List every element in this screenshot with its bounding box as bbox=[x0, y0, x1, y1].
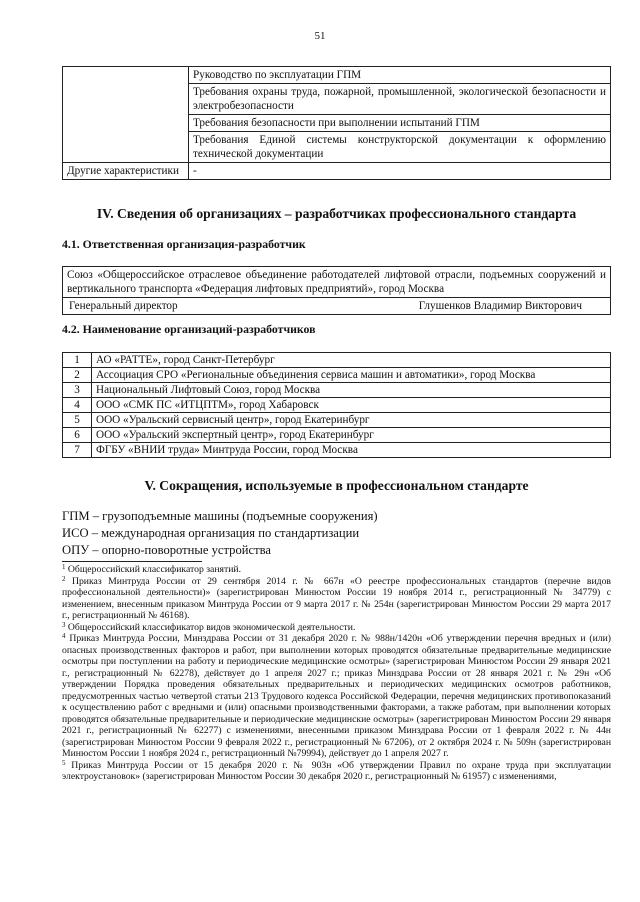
footnote-text: Приказ Минтруда России, Минздрава России от 31 декабря 2020 г. № 988н/1420н «Об утверждении перечня вредных и (или) опасных производственных факторов и работ, при выполнении которых проводятся обязательные предварительные медицинские осмотры при поступлении на работу и периодические медицинские осмотры» (зарегистрирован Минюстом России 29 января 2021 г., регистрационный № 62278), действует до 1 апреля 2027 г.; приказ Минздрава России от 28 января 2021 г. № 29н «Об утверждении Порядка проведения обязательных предварительных и периодических медицинских осмотров работников, предусмотренных частью четвертой статьи 213 Трудового кодекса Российской Федерации, перечня медицинских противопоказаний к осуществлению работ с вредными и (или) опасными производственными факторами, а также работам, при выполнении которых проводятся обязательные предварительные и периодические медицинские осмотры» (зарегистрирован Минюстом России 29 января 2021 г., регистрационный № 62277) с изменениями, внесенными приказом Минздрава России от 1 февраля 2022 г. № 44н (зарегистрирован Минюстом России 9 февраля 2022 г., регистрационный № 67206), от 2 октября 2024 г. № 509н (зарегистрирован Минюстом России 1 ноября 2024 г., регистрационный №79994), действует до 1 апреля 2027 г. bbox=[62, 633, 611, 759]
page-number: 51 bbox=[314, 30, 326, 42]
row-number: 7 bbox=[63, 443, 92, 458]
footnote-text: Приказ Минтруда России от 29 сентября 2014 г. № 667н «О реестре профессиональных стандартов (перечне видов профессиональной деятельности)» (зарегистрирован Минюстом России 19 ноября 2014 г., регистрационный № 34779) с изменением, внесенным приказом Минтруда России от 9 марта 2017 г. № 254н (зарегистрирован Минюстом России 29 марта 2017 г., регистрационный № 46168). bbox=[62, 575, 612, 621]
footnote-mark: 1 bbox=[62, 563, 66, 571]
signatory-position: Генеральный директор bbox=[69, 300, 178, 312]
footnote-text: Общероссийский классификатор видов экономической деятельности. bbox=[67, 621, 356, 633]
footnote-divider bbox=[62, 561, 202, 562]
footnote bbox=[62, 622, 611, 634]
signatory-name: Глушенков Владимир Викторович bbox=[418, 300, 582, 312]
footnote-mark: 2 bbox=[62, 574, 66, 583]
organization-name: ООО «Уральский экспертный центр», город Екатеринбург bbox=[92, 428, 611, 443]
other-characteristics-label: Другие характеристики bbox=[63, 163, 189, 180]
developers-table bbox=[62, 352, 611, 458]
subsection-4-1-heading: 4.1. Ответственная организация-разработчик bbox=[62, 237, 306, 251]
row-number: 1 bbox=[63, 353, 92, 368]
subsection-4-2-heading: 4.2. Наименование организаций-разработчиков bbox=[62, 322, 316, 336]
footnote-mark: 3 bbox=[62, 620, 66, 629]
table-row bbox=[63, 383, 611, 398]
footnote-mark: 4 bbox=[62, 632, 66, 640]
section-4-heading: IV. Сведения об организациях – разработчиках профессионального стандарта bbox=[96, 206, 577, 221]
table-cell: Требования охраны труда, пожарной, промышленной, экологической безопасности и электробезопасности bbox=[189, 84, 611, 115]
abbreviations-list bbox=[62, 508, 378, 559]
responsible-organization-name: Союз «Общероссийское отраслевое объединение работодателей лифтовой отрасли, подъемных сооружений и вертикального транспорта «Федерация лифтовых предприятий», город Москва bbox=[63, 267, 610, 298]
signatory-row bbox=[63, 298, 610, 314]
table-row bbox=[63, 368, 611, 383]
row-number: 3 bbox=[63, 383, 92, 398]
organization-name: ФГБУ «ВНИИ труда» Минтруда России, город Москва bbox=[92, 443, 611, 458]
row-number: 4 bbox=[63, 398, 92, 413]
row-number: 6 bbox=[63, 428, 92, 443]
table-row bbox=[63, 67, 611, 84]
footnotes bbox=[62, 564, 611, 783]
footnote bbox=[62, 564, 611, 576]
table-row bbox=[63, 428, 611, 443]
abbreviation-item: ИСО – международная организация по стандартизации bbox=[62, 526, 360, 540]
footnote-text: Общероссийский классификатор занятий. bbox=[67, 564, 242, 575]
table-row bbox=[63, 163, 611, 180]
other-characteristics-value: - bbox=[189, 163, 611, 180]
table-cell: Требования Единой системы конструкторской документации к оформлению технической документации bbox=[189, 132, 611, 163]
responsible-organization-box bbox=[62, 266, 611, 315]
section-5-heading: V. Сокращения, используемые в профессиональном стандарте bbox=[144, 478, 529, 493]
abbreviation-item: ГПМ – грузоподъемные машины (подъемные сооружения) bbox=[62, 509, 378, 523]
organization-name: ООО «Уральский сервисный центр», город Екатеринбург bbox=[92, 413, 611, 428]
organization-name: АО «РАТТЕ», город Санкт-Петербург bbox=[92, 353, 611, 368]
footnote-text: Приказ Минтруда России от 15 декабря 2020 г. № 903н «Об утверждении Правил по охране труда при эксплуатации электроустановок» (зарегистрирован Минюстом России 30 декабря 2020 г., регистрационный № 61957) с изменениями, bbox=[62, 759, 611, 782]
footnote-mark: 5 bbox=[62, 758, 66, 767]
footnote bbox=[62, 576, 611, 622]
empty-cell bbox=[63, 67, 189, 163]
requirements-table bbox=[62, 66, 611, 180]
row-number: 5 bbox=[63, 413, 92, 428]
footnote bbox=[62, 633, 611, 760]
organization-name: Ассоциация СРО «Региональные объединения сервиса машин и автоматики», город Москва bbox=[92, 368, 611, 383]
footnote bbox=[62, 760, 611, 783]
table-cell: Руководство по эксплуатации ГПМ bbox=[189, 67, 611, 84]
table-row bbox=[63, 353, 611, 368]
abbreviation-item: ОПУ – опорно-поворотные устройства bbox=[62, 543, 271, 557]
table-cell: Требования безопасности при выполнении испытаний ГПМ bbox=[189, 115, 611, 132]
table-row bbox=[63, 413, 611, 428]
organization-name: ООО «СМК ПС «ИТЦПТМ», город Хабаровск bbox=[92, 398, 611, 413]
table-row bbox=[63, 398, 611, 413]
organization-name: Национальный Лифтовый Союз, город Москва bbox=[92, 383, 611, 398]
row-number: 2 bbox=[63, 368, 92, 383]
table-row bbox=[63, 443, 611, 458]
